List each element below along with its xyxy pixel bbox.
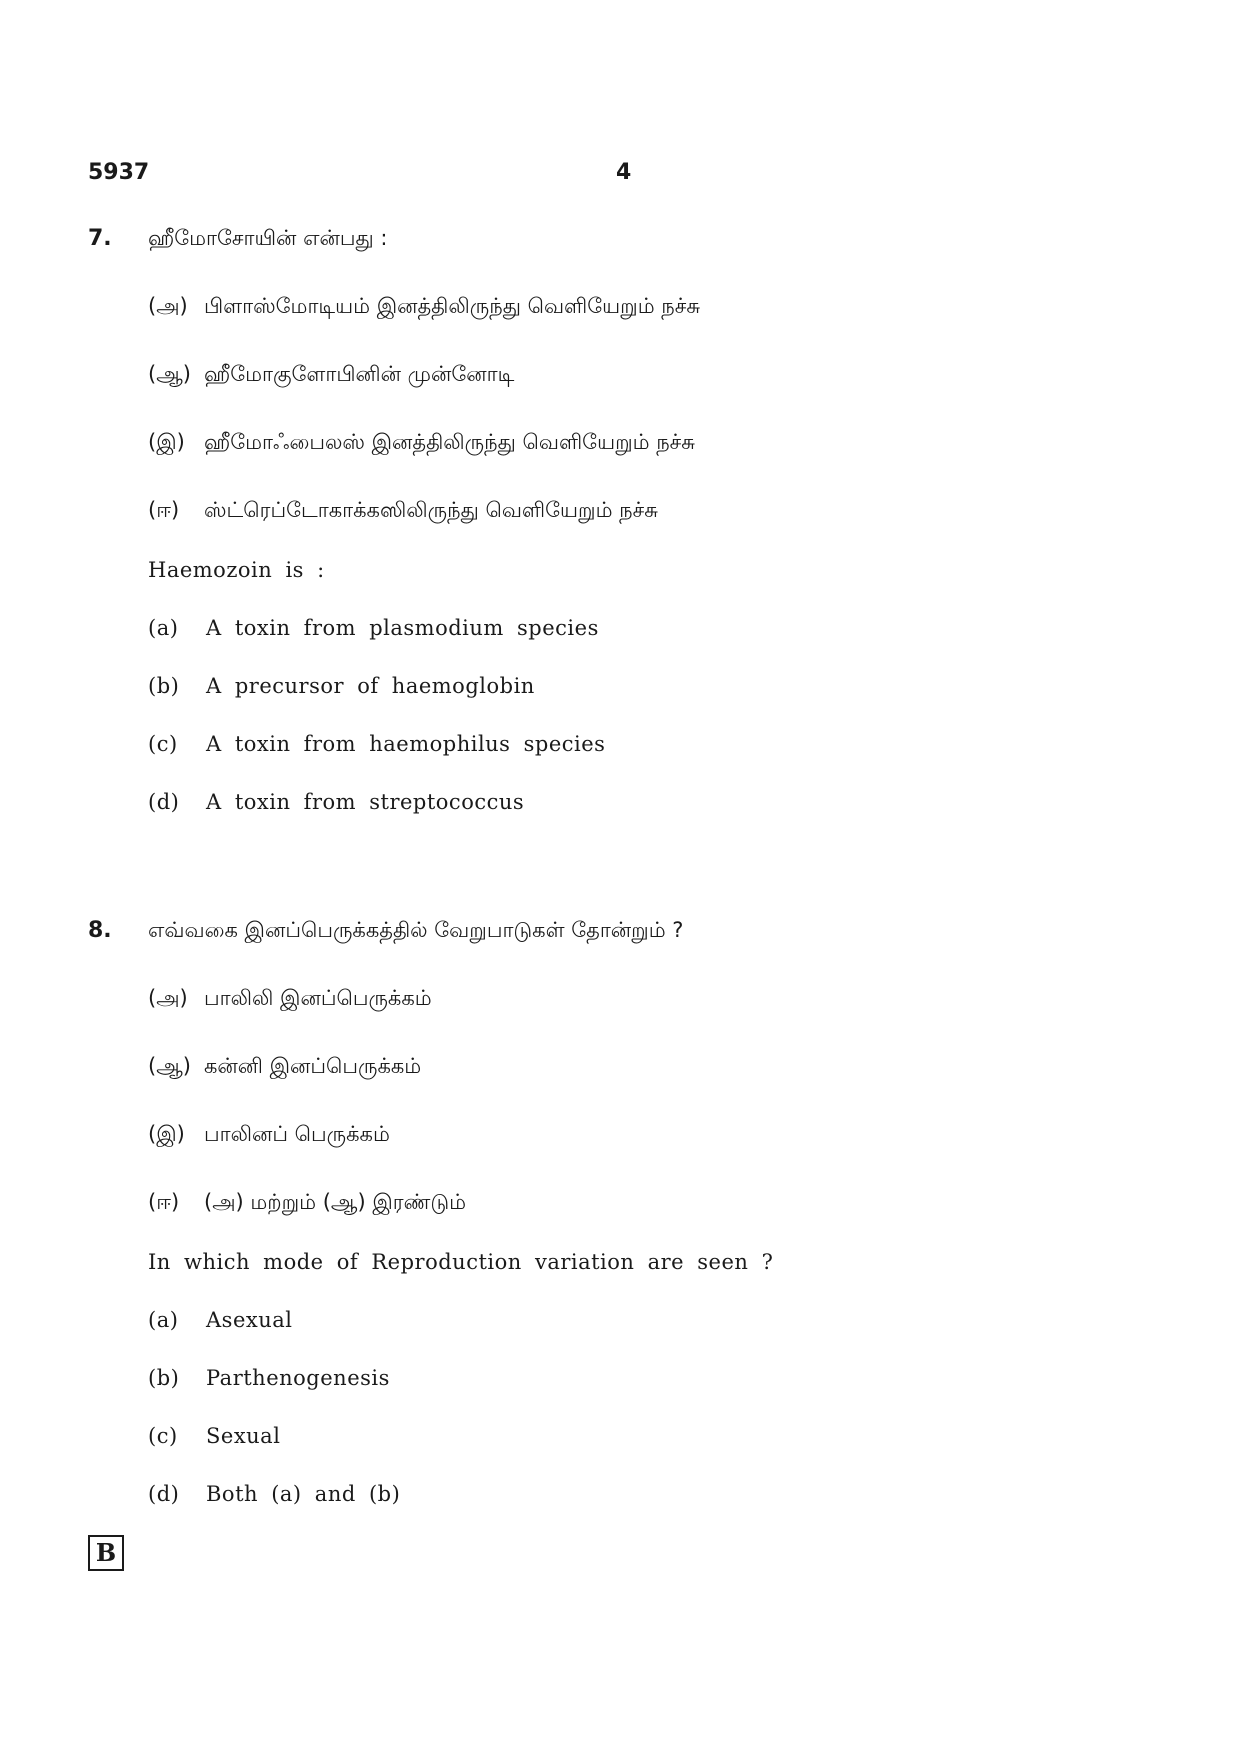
- option-marker: (ஆ): [148, 362, 191, 386]
- option-text: ஸ்ட்ரெப்டோகாக்கஸிலிருந்து வெளியேறும் நச்சு: [204, 498, 658, 522]
- option-text: Both (a) and (b): [206, 1482, 401, 1506]
- booklet-series-box: B: [88, 1535, 124, 1571]
- page-header: [88, 160, 1152, 196]
- option-english-b: [148, 674, 1152, 708]
- option-text: ஹீமோஃபைலஸ் இனத்திலிருந்து வெளியேறும் நச்சு: [204, 430, 696, 454]
- question-number: 7.: [88, 226, 112, 251]
- option-marker: (ஆ): [148, 1054, 191, 1078]
- option-text: A toxin from haemophilus species: [206, 732, 606, 756]
- option-marker: (b): [148, 1366, 180, 1390]
- question-number: 8.: [88, 918, 112, 943]
- option-tamil-d: [148, 498, 1152, 532]
- option-tamil-a: [148, 986, 1152, 1020]
- paper-code: 5937: [88, 160, 150, 185]
- question-text-tamil: எவ்வகை இனப்பெருக்கத்தில் வேறுபாடுகள் தோன்றும் ?: [148, 918, 684, 942]
- option-marker: (இ): [148, 1122, 185, 1146]
- option-text: (அ) மற்றும் (ஆ) இரண்டும்: [204, 1190, 466, 1214]
- option-text: Asexual: [206, 1308, 293, 1332]
- option-marker: (ஈ): [148, 498, 180, 522]
- option-english-c: [148, 732, 1152, 766]
- option-english-d: [148, 1482, 1152, 1516]
- option-english-d: [148, 790, 1152, 824]
- question-text-tamil: ஹீமோசோயின் என்பது :: [148, 226, 388, 250]
- option-text: A precursor of haemoglobin: [206, 674, 535, 698]
- option-english-b: [148, 1366, 1152, 1400]
- option-tamil-b: [148, 362, 1152, 396]
- option-text: ஹீமோகுளோபினின் முன்னோடி: [204, 362, 515, 386]
- page-number: 4: [616, 160, 632, 185]
- option-marker: (b): [148, 674, 180, 698]
- option-marker: (ஈ): [148, 1190, 180, 1214]
- option-english-a: [148, 616, 1152, 650]
- option-text: Parthenogenesis: [206, 1366, 390, 1390]
- option-marker: (இ): [148, 430, 185, 454]
- option-text: Sexual: [206, 1424, 281, 1448]
- option-marker: (அ): [148, 294, 188, 318]
- option-text: A toxin from streptococcus: [206, 790, 525, 814]
- question-8: [88, 918, 1152, 1516]
- option-marker: (அ): [148, 986, 188, 1010]
- option-english-a: [148, 1308, 1152, 1342]
- option-tamil-c: [148, 1122, 1152, 1156]
- question-text-english: Haemozoin is :: [148, 558, 325, 582]
- option-text: கன்னி இனப்பெருக்கம்: [204, 1054, 422, 1078]
- option-tamil-b: [148, 1054, 1152, 1088]
- option-tamil-a: [148, 294, 1152, 328]
- question-8-tamil-stem: [88, 918, 1152, 952]
- option-marker: (c): [148, 1424, 178, 1448]
- option-marker: (a): [148, 1308, 179, 1332]
- option-text: பிளாஸ்மோடியம் இனத்திலிருந்து வெளியேறும் நச்சு: [204, 294, 701, 318]
- option-marker: (d): [148, 790, 180, 814]
- option-marker: (c): [148, 732, 178, 756]
- option-text: பாலினப் பெருக்கம்: [204, 1122, 390, 1146]
- option-tamil-c: [148, 430, 1152, 464]
- question-7-tamil-stem: [88, 226, 1152, 260]
- option-marker: (d): [148, 1482, 180, 1506]
- option-marker: (a): [148, 616, 179, 640]
- option-text: A toxin from plasmodium species: [206, 616, 599, 640]
- option-english-c: [148, 1424, 1152, 1458]
- option-tamil-d: [148, 1190, 1152, 1224]
- option-text: பாலிலி இனப்பெருக்கம்: [204, 986, 432, 1010]
- question-7: [88, 226, 1152, 824]
- question-text-english: In which mode of Reproduction variation are seen ?: [148, 1250, 774, 1274]
